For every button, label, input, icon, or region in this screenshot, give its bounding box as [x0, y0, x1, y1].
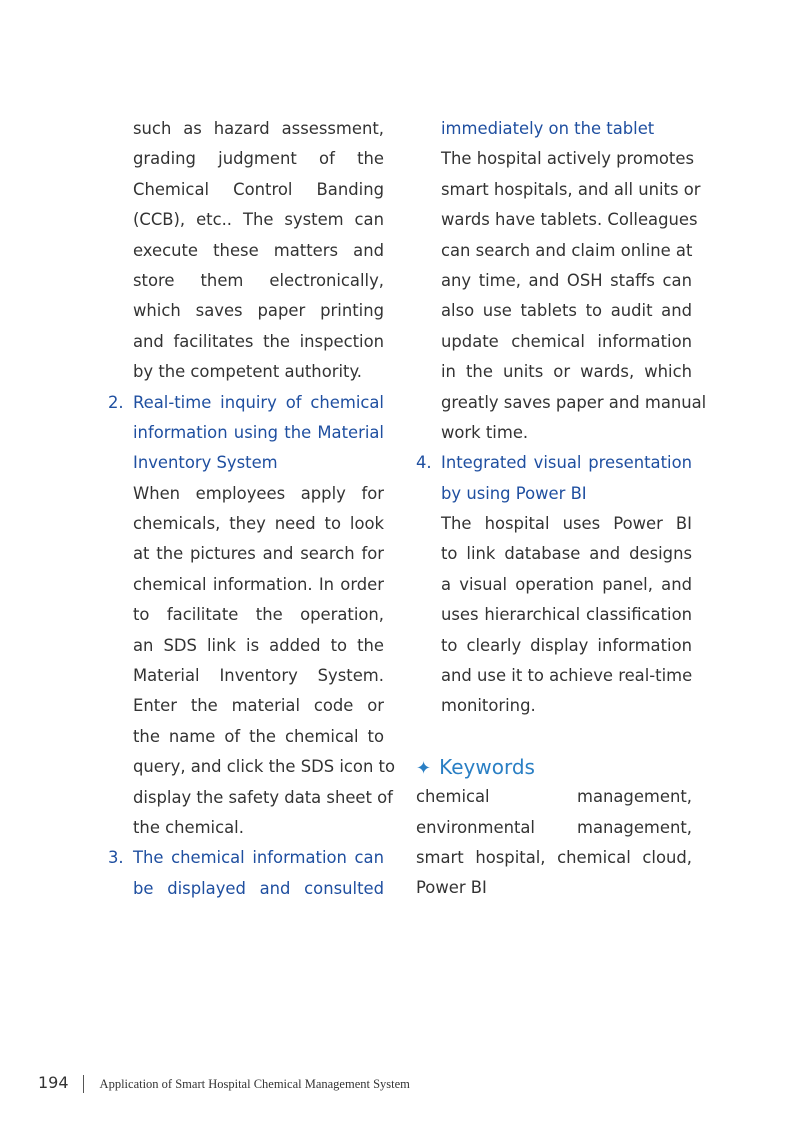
- paragraph-ccb: [108, 114, 384, 388]
- text-line: to link database and designs: [441, 544, 692, 564]
- keywords-title: Keywords: [439, 754, 535, 779]
- text-line: chemicals, they need to look: [133, 514, 384, 534]
- running-title: Application of Smart Hospital Chemical Management System: [99, 1077, 410, 1091]
- text-line: the chemical.: [133, 817, 244, 837]
- text-line: execute these matters and: [133, 240, 384, 260]
- text-line: such as hazard assessment,: [133, 119, 384, 138]
- right-column: [416, 114, 707, 904]
- text-line: display the safety data sheet of: [133, 787, 393, 807]
- item-heading-text: The chemical information can: [133, 848, 384, 868]
- text-line: uses hierarchical classification: [441, 605, 692, 625]
- text-line: by the competent authority.: [133, 362, 363, 382]
- keywords-line: chemical management,: [416, 787, 692, 807]
- list-item-4: [416, 448, 692, 722]
- text-line: greatly saves paper and manual: [441, 392, 707, 412]
- item-heading-line: [416, 448, 692, 478]
- text-line: a visual operation panel, and: [441, 574, 692, 594]
- item-number: 4.: [416, 453, 432, 473]
- text-line: update chemical information: [441, 331, 692, 351]
- text-line: at the pictures and search for: [133, 544, 384, 564]
- text-line: Enter the material code or: [133, 696, 384, 716]
- keywords-line: environmental management,: [416, 817, 692, 837]
- text-line: store them electronically,: [133, 270, 384, 290]
- text-line: to clearly display information: [441, 635, 692, 655]
- text-line: and use it to achieve real-time: [441, 666, 693, 686]
- text-line: smart hospitals, and all units or: [441, 179, 701, 199]
- left-column: [108, 114, 396, 904]
- text-line: in the units or wards, which: [441, 362, 692, 382]
- text-line: can search and claim online at: [441, 240, 693, 260]
- four-point-star-icon: ✦: [416, 757, 432, 779]
- keywords-line: smart hospital, chemical cloud,: [416, 847, 692, 867]
- text-line: wards have tablets. Colleagues: [441, 210, 698, 230]
- item-heading-line: Inventory System: [133, 453, 278, 473]
- item-heading-line: by using Power BI: [441, 483, 587, 503]
- item-heading-text: Integrated visual presentation: [441, 453, 692, 473]
- item-heading-line: [108, 388, 384, 418]
- text-line: which saves paper printing: [133, 301, 384, 321]
- text-line: monitoring.: [441, 696, 536, 716]
- text-line: (CCB), etc.. The system can: [133, 210, 384, 230]
- text-line: The hospital actively promotes: [441, 149, 694, 169]
- text-line: chemical information. In order: [133, 574, 384, 594]
- text-line: grading judgment of the: [133, 149, 384, 169]
- keywords-heading: [416, 752, 692, 782]
- text-line: The hospital uses Power BI: [441, 514, 692, 534]
- text-line: and facilitates the inspection: [133, 331, 384, 351]
- item-heading-line: [108, 843, 384, 873]
- footer-divider: [83, 1075, 84, 1093]
- text-line: Chemical Control Banding: [133, 179, 384, 199]
- list-item-3: [108, 843, 384, 904]
- keywords-line: Power BI: [416, 878, 487, 898]
- text-line: any time, and OSH staffs can: [441, 270, 692, 290]
- item-heading-line: be displayed and consulted: [133, 878, 384, 898]
- text-line: an SDS link is added to the: [133, 635, 384, 655]
- text-line: query, and click the SDS icon to: [133, 757, 396, 777]
- item-heading-line: immediately on the tablet: [441, 119, 655, 138]
- page-footer: [38, 1070, 410, 1096]
- list-item-2: [108, 388, 396, 844]
- text-line: also use tablets to audit and: [441, 301, 692, 321]
- text-line: to facilitate the operation,: [133, 605, 384, 625]
- item-heading-line: information using the Material: [133, 422, 384, 442]
- item-number: 2.: [108, 392, 124, 412]
- text-line: the name of the chemical to: [133, 726, 384, 746]
- text-line: Material Inventory System.: [133, 666, 384, 686]
- text-line: work time.: [441, 422, 529, 442]
- keywords-section: [416, 752, 692, 904]
- item-heading-text: Real-time inquiry of chemical: [133, 392, 384, 412]
- page-number: 194: [38, 1073, 69, 1092]
- list-item-3-continued: [416, 114, 707, 448]
- text-line: When employees apply for: [133, 483, 384, 503]
- item-number: 3.: [108, 848, 124, 868]
